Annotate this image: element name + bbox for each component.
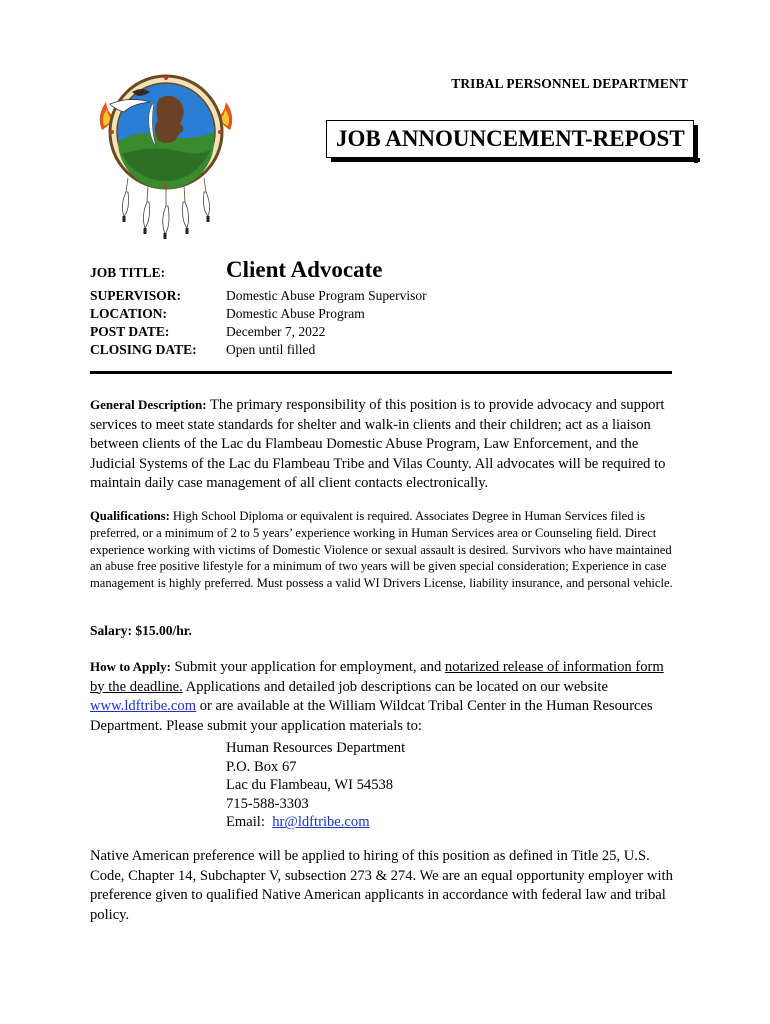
address-line-3: Lac du Flambeau, WI 54538 bbox=[226, 777, 394, 794]
job-title-label: JOB TITLE: bbox=[90, 265, 166, 280]
mailing-address bbox=[226, 739, 405, 832]
notarized-release-text: notarized release of information form by the deadline. bbox=[90, 659, 664, 695]
supervisor-value: Domestic Abuse Program Supervisor bbox=[226, 288, 427, 303]
section-divider bbox=[90, 371, 672, 374]
location-label: LOCATION: bbox=[90, 306, 168, 321]
department-heading: TRIBAL PERSONNEL DEPARTMENT bbox=[451, 76, 688, 91]
closing-date-label: CLOSING DATE: bbox=[90, 342, 197, 357]
general-description-label: General Description: bbox=[90, 397, 207, 412]
address-email-row bbox=[226, 813, 405, 832]
location-value: Domestic Abuse Program bbox=[226, 306, 365, 321]
qualifications-text: High School Diploma or equivalent is required. Associates Degree in Human Services filed is preferred, or a minimum of 2 to 5 years’ experience working in Human Services area or Counseling field. Direct experience working with victims of Domestic Violence or sexual assault is desired. Survivors who have maintained an abuse free positive lifestyle for a minimum of two years will be given special consideration; Experience in case management is highly preferred. Must possess a valid WI Drivers License, liability insurance, and personal vehicle. bbox=[90, 509, 673, 591]
address-line-2: P.O. Box 67 bbox=[226, 758, 297, 775]
post-date-row bbox=[90, 323, 690, 341]
job-fields bbox=[90, 255, 690, 359]
supervisor-label: SUPERVISOR: bbox=[90, 288, 182, 303]
website-link[interactable]: www.ldftribe.com bbox=[90, 698, 197, 714]
native-american-preference: Native American preference will be applied to hiring of this position as defined in Title 25, U.S. Code, Chapter 14, Subchapter V, subsection 273 & 274. We are an equal opportunity employer with preference given to qualified Native American applicants in accordance with federal law and tribal policy. bbox=[90, 848, 673, 923]
job-title-value: Client Advocate bbox=[226, 257, 383, 282]
address-line-1: Human Resources Department bbox=[226, 740, 406, 756]
qualifications-label: Qualifications: bbox=[90, 509, 170, 523]
qualifications bbox=[90, 508, 680, 592]
general-description-text: The primary responsibility of this position is to provide advocacy and support services to meet state standards for shelter and walk-in clients and their children; act as a liaison between clients of the Lac du Flambeau Domestic Abuse Program, Law Enforcement, and the Judicial Systems of the Lac du Flambeau Tribe and Vilas County. All advocates will be required to maintain daily case management of all client contacts electronically. bbox=[90, 397, 666, 491]
how-to-apply-text-2: Applications and detailed job descriptions can be located on our website bbox=[182, 678, 608, 695]
general-description bbox=[90, 395, 680, 494]
announcement-title: JOB ANNOUNCEMENT-REPOST bbox=[336, 126, 685, 151]
how-to-apply bbox=[90, 657, 680, 736]
address-phone: 715-588-3303 bbox=[226, 795, 309, 812]
closing-date-value: Open until filled bbox=[226, 342, 316, 357]
salary: Salary: $15.00/hr. bbox=[90, 623, 192, 638]
location-row bbox=[90, 305, 690, 323]
email-label: Email: bbox=[226, 814, 273, 831]
post-date-label: POST DATE: bbox=[90, 324, 170, 339]
how-to-apply-text: Submit your application for employment, and bbox=[170, 659, 445, 675]
tribal-logo bbox=[92, 68, 240, 240]
supervisor-row bbox=[90, 287, 690, 305]
closing-date-row bbox=[90, 341, 690, 359]
email-link[interactable]: hr@ldftribe.com bbox=[272, 814, 370, 831]
job-title-row bbox=[90, 255, 690, 287]
announcement-title-box bbox=[326, 120, 694, 158]
how-to-apply-text-3: or are available at the William Wildcat Tribal Center in the Human Resources Department. Please submit your application materials to: bbox=[90, 698, 653, 734]
how-to-apply-label: How to Apply: bbox=[90, 659, 171, 674]
post-date-value: December 7, 2022 bbox=[226, 324, 326, 339]
